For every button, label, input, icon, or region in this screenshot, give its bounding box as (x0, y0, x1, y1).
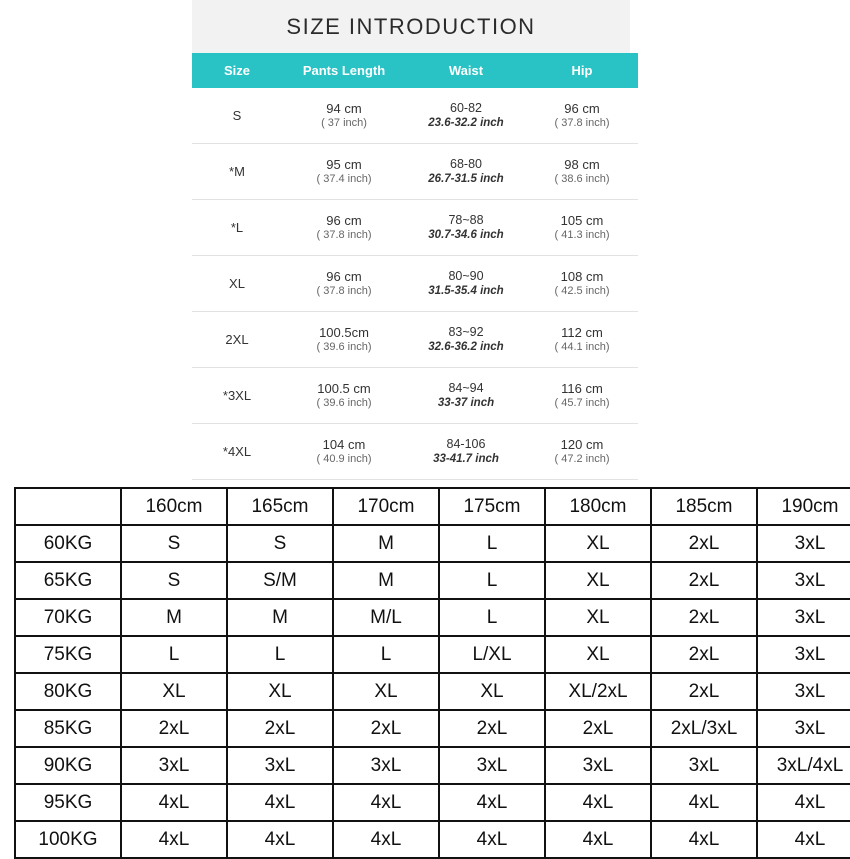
cell-size (192, 256, 282, 312)
column-header-size: Size (192, 53, 282, 88)
grid-header-row (15, 488, 850, 525)
grid-row (15, 525, 850, 562)
grid-cell: S (121, 525, 227, 562)
cell-hip: 98 cm ( 38.6 inch) (526, 144, 638, 200)
grid-cell: XL (333, 673, 439, 710)
grid-cell: 4xL (651, 784, 757, 821)
column-header-pants-length: Pants Length (282, 53, 406, 88)
size-label: 2XL (225, 332, 249, 347)
column-header-hip: Hip (526, 53, 638, 88)
grid-cell: 3xL (757, 710, 850, 747)
column-header-waist: Waist (406, 53, 526, 88)
grid-height-header: 190cm (757, 488, 850, 525)
grid-row (15, 599, 850, 636)
grid-cell: 2xL (651, 673, 757, 710)
height-weight-size-grid-wrap (14, 487, 844, 859)
grid-cell: 4xL (757, 821, 850, 858)
grid-cell: XL (545, 562, 651, 599)
cell-size (192, 200, 282, 256)
grid-cell: 2xL/3xL (651, 710, 757, 747)
cell-hip: 120 cm ( 47.2 inch) (526, 424, 638, 480)
grid-row (15, 747, 850, 784)
cell-pants-length: 100.5cm ( 39.6 inch) (282, 312, 406, 368)
page-title: SIZE INTRODUCTION (286, 13, 536, 39)
grid-cell: 3xL (757, 525, 850, 562)
grid-row (15, 673, 850, 710)
grid-weight-header: 85KG (15, 710, 121, 747)
grid-cell: 3xL (757, 599, 850, 636)
grid-weight-header: 100KG (15, 821, 121, 858)
grid-cell: XL/2xL (545, 673, 651, 710)
grid-weight-header: 75KG (15, 636, 121, 673)
grid-cell: 2xL (227, 710, 333, 747)
grid-cell: 2xL (545, 710, 651, 747)
grid-height-header: 185cm (651, 488, 757, 525)
cell-pants-length: 94 cm ( 37 inch) (282, 88, 406, 144)
grid-row (15, 784, 850, 821)
grid-cell: 4xL (439, 784, 545, 821)
grid-cell: S (227, 525, 333, 562)
grid-cell: M (121, 599, 227, 636)
grid-height-header: 165cm (227, 488, 333, 525)
grid-cell: 4xL (545, 821, 651, 858)
cell-waist: 84~94 33-37 inch (406, 368, 526, 424)
grid-cell: 4xL (545, 784, 651, 821)
grid-cell: 3xL (333, 747, 439, 784)
grid-cell: 4xL (439, 821, 545, 858)
size-label: *3XL (222, 388, 252, 403)
grid-cell: XL (439, 673, 545, 710)
cell-pants-length: 96 cm ( 37.8 inch) (282, 200, 406, 256)
grid-cell: 3xL (757, 562, 850, 599)
cell-size (192, 312, 282, 368)
cell-size (192, 368, 282, 424)
grid-weight-header: 80KG (15, 673, 121, 710)
grid-cell: 3xL/4xL (757, 747, 850, 784)
size-label: S (232, 108, 242, 123)
grid-cell: L (439, 599, 545, 636)
grid-cell: S (121, 562, 227, 599)
cell-size (192, 144, 282, 200)
grid-cell: 3xL (227, 747, 333, 784)
size-label: *M (229, 164, 245, 179)
grid-cell: 4xL (757, 784, 850, 821)
grid-cell: 3xL (545, 747, 651, 784)
grid-cell: M (227, 599, 333, 636)
table-header-row (192, 53, 638, 88)
table-row (192, 312, 638, 368)
table-row (192, 368, 638, 424)
cell-hip: 116 cm ( 45.7 inch) (526, 368, 638, 424)
cell-waist: 60-82 23.6-32.2 inch (406, 88, 526, 144)
grid-cell: 4xL (121, 821, 227, 858)
grid-cell: 3xL (757, 673, 850, 710)
grid-weight-header: 90KG (15, 747, 121, 784)
table-row (192, 200, 638, 256)
grid-cell: L (121, 636, 227, 673)
grid-cell: 3xL (651, 747, 757, 784)
grid-row (15, 636, 850, 673)
grid-height-header: 170cm (333, 488, 439, 525)
cell-waist: 80~90 31.5-35.4 inch (406, 256, 526, 312)
cell-pants-length: 96 cm ( 37.8 inch) (282, 256, 406, 312)
grid-cell: 4xL (651, 821, 757, 858)
grid-weight-header: 60KG (15, 525, 121, 562)
size-label: XL (229, 276, 245, 291)
grid-weight-header: 95KG (15, 784, 121, 821)
grid-cell: L (439, 525, 545, 562)
grid-cell: XL (545, 525, 651, 562)
grid-cell: S/M (227, 562, 333, 599)
cell-pants-length: 95 cm ( 37.4 inch) (282, 144, 406, 200)
grid-row (15, 710, 850, 747)
grid-cell: 4xL (227, 821, 333, 858)
size-label: *L (230, 220, 244, 235)
grid-cell: 3xL (757, 636, 850, 673)
grid-cell: 2xL (651, 525, 757, 562)
grid-cell: XL (545, 599, 651, 636)
cell-size (192, 424, 282, 480)
grid-cell: 3xL (121, 747, 227, 784)
grid-cell: M (333, 525, 439, 562)
grid-cell: XL (121, 673, 227, 710)
height-weight-size-grid (14, 487, 850, 859)
grid-cell: L/XL (439, 636, 545, 673)
size-introduction-body (192, 88, 638, 480)
grid-cell: 2xL (651, 599, 757, 636)
cell-pants-length: 100.5 cm ( 39.6 inch) (282, 368, 406, 424)
cell-waist: 83~92 32.6-36.2 inch (406, 312, 526, 368)
grid-cell: L (333, 636, 439, 673)
cell-pants-length: 104 cm ( 40.9 inch) (282, 424, 406, 480)
grid-row (15, 562, 850, 599)
grid-weight-header: 70KG (15, 599, 121, 636)
cell-waist: 78~88 30.7-34.6 inch (406, 200, 526, 256)
grid-cell: L (227, 636, 333, 673)
cell-waist: 68-80 26.7-31.5 inch (406, 144, 526, 200)
grid-cell: XL (545, 636, 651, 673)
grid-corner-cell (15, 488, 121, 525)
size-introduction-header (192, 0, 630, 53)
grid-cell: 2xL (333, 710, 439, 747)
grid-cell: 4xL (227, 784, 333, 821)
table-row (192, 424, 638, 480)
grid-cell: 2xL (651, 562, 757, 599)
grid-height-header: 160cm (121, 488, 227, 525)
grid-cell: 3xL (439, 747, 545, 784)
grid-height-header: 175cm (439, 488, 545, 525)
grid-cell: 2xL (439, 710, 545, 747)
grid-cell: 4xL (333, 784, 439, 821)
size-introduction-table (192, 53, 638, 480)
cell-size (192, 88, 282, 144)
table-row (192, 88, 638, 144)
size-introduction-panel (192, 0, 630, 480)
grid-cell: M/L (333, 599, 439, 636)
grid-weight-header: 65KG (15, 562, 121, 599)
grid-cell: M (333, 562, 439, 599)
grid-body (15, 525, 850, 858)
grid-cell: XL (227, 673, 333, 710)
cell-waist: 84-106 33-41.7 inch (406, 424, 526, 480)
cell-hip: 105 cm ( 41.3 inch) (526, 200, 638, 256)
table-row (192, 256, 638, 312)
grid-cell: 4xL (333, 821, 439, 858)
grid-height-header: 180cm (545, 488, 651, 525)
grid-cell: 4xL (121, 784, 227, 821)
cell-hip: 112 cm ( 44.1 inch) (526, 312, 638, 368)
grid-cell: 2xL (651, 636, 757, 673)
cell-hip: 108 cm ( 42.5 inch) (526, 256, 638, 312)
size-label: *4XL (222, 444, 252, 459)
grid-row (15, 821, 850, 858)
table-row (192, 144, 638, 200)
cell-hip: 96 cm ( 37.8 inch) (526, 88, 638, 144)
grid-cell: 2xL (121, 710, 227, 747)
grid-cell: L (439, 562, 545, 599)
